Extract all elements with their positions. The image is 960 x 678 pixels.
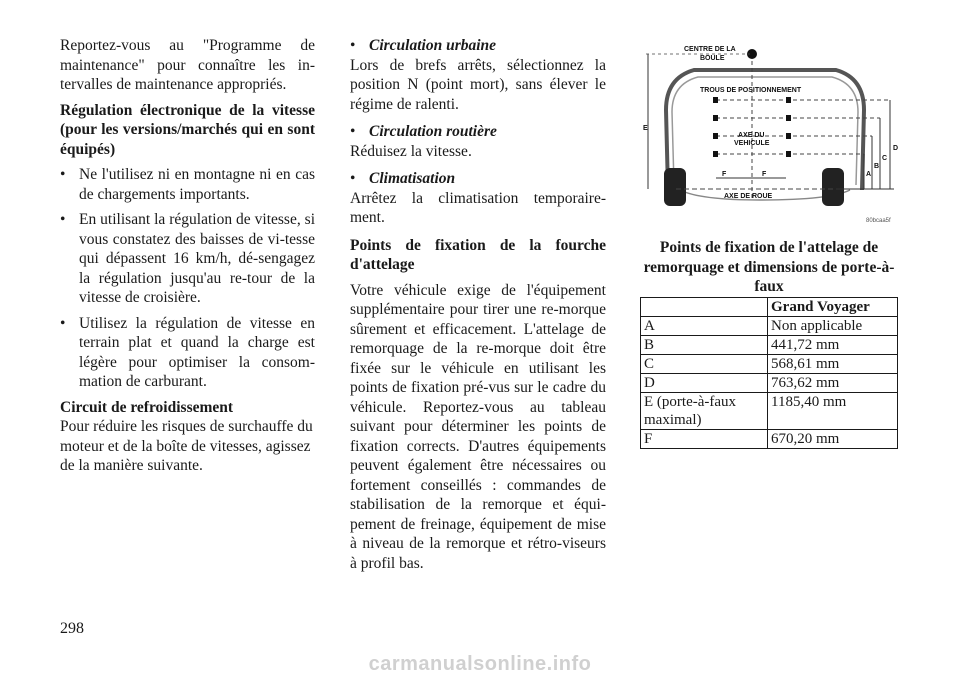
bullet-label: • Climatisation — [350, 169, 606, 189]
row-value: Non applicable — [768, 317, 898, 336]
table-row — [641, 336, 898, 355]
dim-e-label: E — [643, 125, 648, 132]
dim-f1-label: F — [722, 171, 727, 178]
hitch-points-text: Votre véhicule exige de l'équipement supplémentaire pour tirer une re-morque sûrement et efficacement. L'attelage de remorquage de la re-morque doit être fixée sur le véhicule en utilisant les points de fixation pré-vus sur le cadre du véhicule. Reportez-vous au tableau suivant pour déterminer les points de fixation corrects. D'autres équipements peuvent également être nécessaires ou fortement conseillés : commandes de stabilisation de la remorque et équi-pement de freinage, équipement de mise à niveau de la remorque et rétro-viseurs à profil bas. — [350, 281, 606, 572]
cruise-control-heading: Régulation électronique de la vitesse (pour les versions/marchés qui en sont équipés) — [60, 101, 315, 158]
watermark-footer[interactable]: carmanualsonline.info — [368, 653, 592, 675]
row-label: C — [641, 355, 768, 374]
ball-center-label: CENTRE DE LA — [684, 46, 736, 53]
row-label: D — [641, 374, 768, 393]
row-value: 670,20 mm — [768, 430, 898, 449]
row-label: F — [641, 430, 768, 449]
cooling-system-text: Pour réduire les risques de surchauffe du moteur et de la boîte de vitesses, agissez de la manière suivante. — [60, 418, 313, 474]
bullet-text: Arrêtez la climatisation temporaire-ment. — [350, 189, 606, 226]
bullet-label: • Circulation routière — [350, 122, 606, 142]
page-number: 298 — [60, 620, 84, 637]
row-label: A — [641, 317, 768, 336]
hitch-points-heading: Points de fixation de la fourche d'attelage — [350, 236, 606, 273]
table-header-model: Grand Voyager — [768, 298, 898, 317]
table-header-empty — [641, 298, 768, 317]
table-row — [641, 430, 898, 449]
row-label: E (porte-à-faux maximal) — [641, 393, 768, 430]
dim-d-label: D — [893, 145, 898, 152]
bullet-item: • Ne l'utilisez ni en montagne ni en cas de chargements importants. — [60, 165, 315, 204]
right-wheel — [822, 168, 844, 206]
dim-b-label: B — [874, 163, 880, 170]
positioning-holes-label: TROUS DE POSITIONNEMENT — [700, 87, 802, 94]
table-row — [641, 355, 898, 374]
left-wheel — [664, 168, 686, 206]
table-row — [641, 374, 898, 393]
figure-code: 80bcaa5f — [866, 218, 891, 224]
row-value: 763,62 mm — [768, 374, 898, 393]
row-value: 441,72 mm — [768, 336, 898, 355]
left-column — [60, 36, 315, 482]
row-label: B — [641, 336, 768, 355]
dim-f2-label: F — [762, 171, 767, 178]
row-value: 568,61 mm — [768, 355, 898, 374]
hitch-dimensions-table — [640, 297, 898, 449]
hitch-diagram — [640, 40, 898, 226]
dim-a-label: A — [866, 171, 872, 178]
bullet-item: • Utilisez la régulation de vitesse en terrain plat et quand la charge est légère pour optimiser la consom-mation de carburant. — [60, 314, 315, 392]
row-value: 1185,40 mm — [768, 393, 898, 430]
bullet-text: Réduisez la vitesse. — [350, 142, 472, 160]
vehicle-axis-label: AXE DU — [738, 132, 765, 139]
vehicle-axis-label-2: VEHICULE — [734, 140, 770, 147]
ball-center-label-2: BOULE — [700, 55, 725, 62]
wheel-axis-label: AXE DE ROUE — [724, 193, 773, 200]
bullet-item: • En utilisant la régulation de vitesse, si vous constatez des baisses de vi-tesse qui dépassent 16 km/h, dé-sengagez la régulation jusqu'au re-tour de la vitesse de croisière. — [60, 210, 315, 308]
table-header-row — [641, 298, 898, 317]
bullet-label: • Circulation urbaine — [350, 36, 606, 56]
bullet-text: Lors de brefs arrêts, sélectionnez la position N (point mort), sans élever le régime de ralenti. — [350, 56, 606, 113]
table-row — [641, 393, 898, 430]
table-title: Points de fixation de l'attelage de remorquage et dimensions de porte-à-faux — [643, 239, 895, 295]
table-row — [641, 317, 898, 336]
middle-column — [350, 36, 606, 579]
dim-c-label: C — [882, 155, 888, 162]
vehicle-rear-outline — [640, 40, 898, 226]
intro-paragraph: Reportez-vous au "Programme de maintenance" pour connaître les in-tervalles de maintenance appropriés. — [60, 37, 315, 93]
cooling-system-heading: Circuit de refroidissement — [60, 398, 234, 416]
